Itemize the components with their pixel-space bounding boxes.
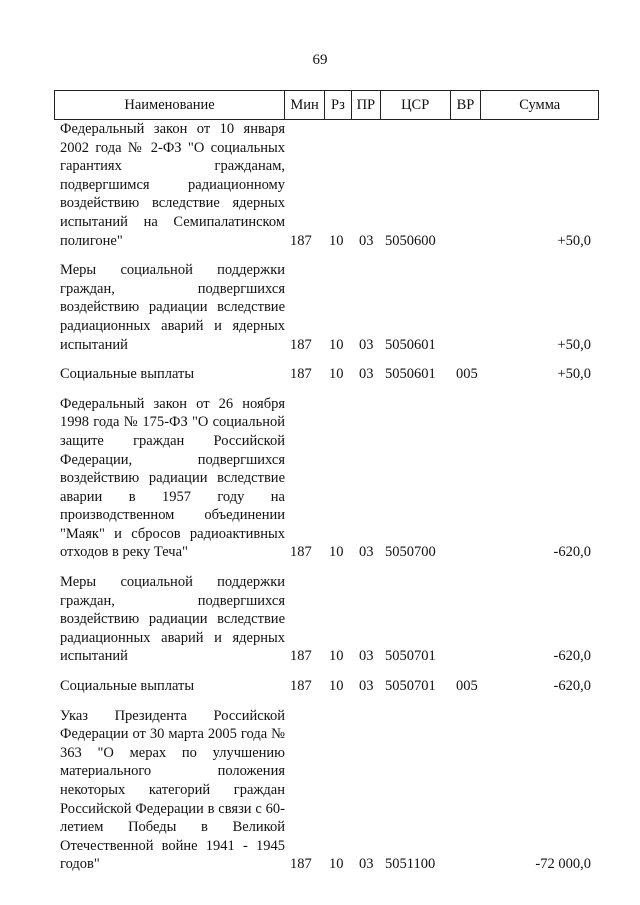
- row-csr: 5050600: [385, 232, 436, 249]
- row-vr: 005: [456, 366, 478, 383]
- table-row: [54, 261, 599, 354]
- row-rz: 10: [329, 366, 344, 383]
- row-min: 187: [290, 856, 312, 873]
- header-name: Наименование: [55, 91, 285, 119]
- header-sum: Сумма: [519, 96, 561, 113]
- table-row: [54, 573, 599, 666]
- row-sum: -620,0: [553, 678, 591, 695]
- row-csr: 5050701: [385, 678, 436, 695]
- row-rz: 10: [329, 856, 344, 873]
- header-rz: Рз: [325, 91, 352, 119]
- row-pr: 03: [359, 544, 374, 561]
- row-name: Указ Президента Российской Федерации от 30 марта 2005 года № 363 "О мерах по улучшению материального положения некоторых категорий граждан Российской Федерации в связи с 60-летием Победы в Великой Отечественной войне 1941 - 1945 годов": [60, 707, 285, 873]
- row-sum: +50,0: [557, 366, 591, 383]
- row-csr: 5050701: [385, 648, 436, 665]
- row-name: Социальные выплаты: [60, 366, 195, 383]
- row-name: Федеральный закон от 10 января 2002 года № 2-ФЗ "О социальных гарантиях гражданам, подвергшимся радиационному воздействию вследствие ядерных испытаний на Семипалатинском полигоне": [60, 121, 285, 249]
- header-csr: ЦСР: [381, 91, 451, 119]
- row-rz: 10: [329, 648, 344, 665]
- table-header: [54, 90, 599, 120]
- row-name: Федеральный закон от 26 ноября 1998 года № 175-ФЗ "О социальной защите граждан Российской Федерации, подвергшихся воздействию радиации вследствие аварии в 1957 году на производственном объединении "Маяк" и сбросов радиоактивных отходов в реку Теча": [60, 395, 285, 561]
- row-name: Меры социальной поддержки граждан, подвергшихся воздействию радиации вследствие радиационных аварий и ядерных испытаний: [60, 574, 285, 665]
- row-name: Социальные выплаты: [60, 678, 195, 695]
- row-rz: 10: [329, 232, 344, 249]
- row-pr: 03: [359, 678, 374, 695]
- row-csr: 5050601: [385, 366, 436, 383]
- row-csr: 5051100: [385, 856, 436, 873]
- row-pr: 03: [359, 648, 374, 665]
- header-min: Мин: [285, 91, 325, 119]
- row-sum: +50,0: [557, 336, 591, 353]
- row-min: 187: [290, 544, 312, 561]
- row-sum: +50,0: [557, 232, 591, 249]
- row-vr: 005: [456, 678, 478, 695]
- row-min: 187: [290, 232, 312, 249]
- budget-table: [54, 90, 599, 885]
- table-row: [54, 395, 599, 562]
- row-min: 187: [290, 366, 312, 383]
- header-vr: ВР: [451, 91, 482, 119]
- row-csr: 5050601: [385, 336, 436, 353]
- row-sum: -620,0: [553, 544, 591, 561]
- table-row: [54, 120, 599, 250]
- row-csr: 5050700: [385, 544, 436, 561]
- row-name: Меры социальной поддержки граждан, подвергшихся воздействию радиации вследствие радиационных аварий и ядерных испытаний: [60, 262, 285, 353]
- row-rz: 10: [329, 336, 344, 353]
- row-sum: -620,0: [553, 648, 591, 665]
- table-row: [54, 707, 599, 874]
- row-rz: 10: [329, 544, 344, 561]
- header-pr: ПР: [352, 91, 381, 119]
- table-row: [54, 365, 599, 384]
- row-pr: 03: [359, 856, 374, 873]
- row-min: 187: [290, 678, 312, 695]
- table-row: [54, 677, 599, 696]
- row-rz: 10: [329, 678, 344, 695]
- row-pr: 03: [359, 366, 374, 383]
- row-pr: 03: [359, 336, 374, 353]
- row-min: 187: [290, 648, 312, 665]
- row-sum: -72 000,0: [535, 856, 591, 873]
- row-pr: 03: [359, 232, 374, 249]
- page-number: 69: [312, 52, 328, 68]
- row-min: 187: [290, 336, 312, 353]
